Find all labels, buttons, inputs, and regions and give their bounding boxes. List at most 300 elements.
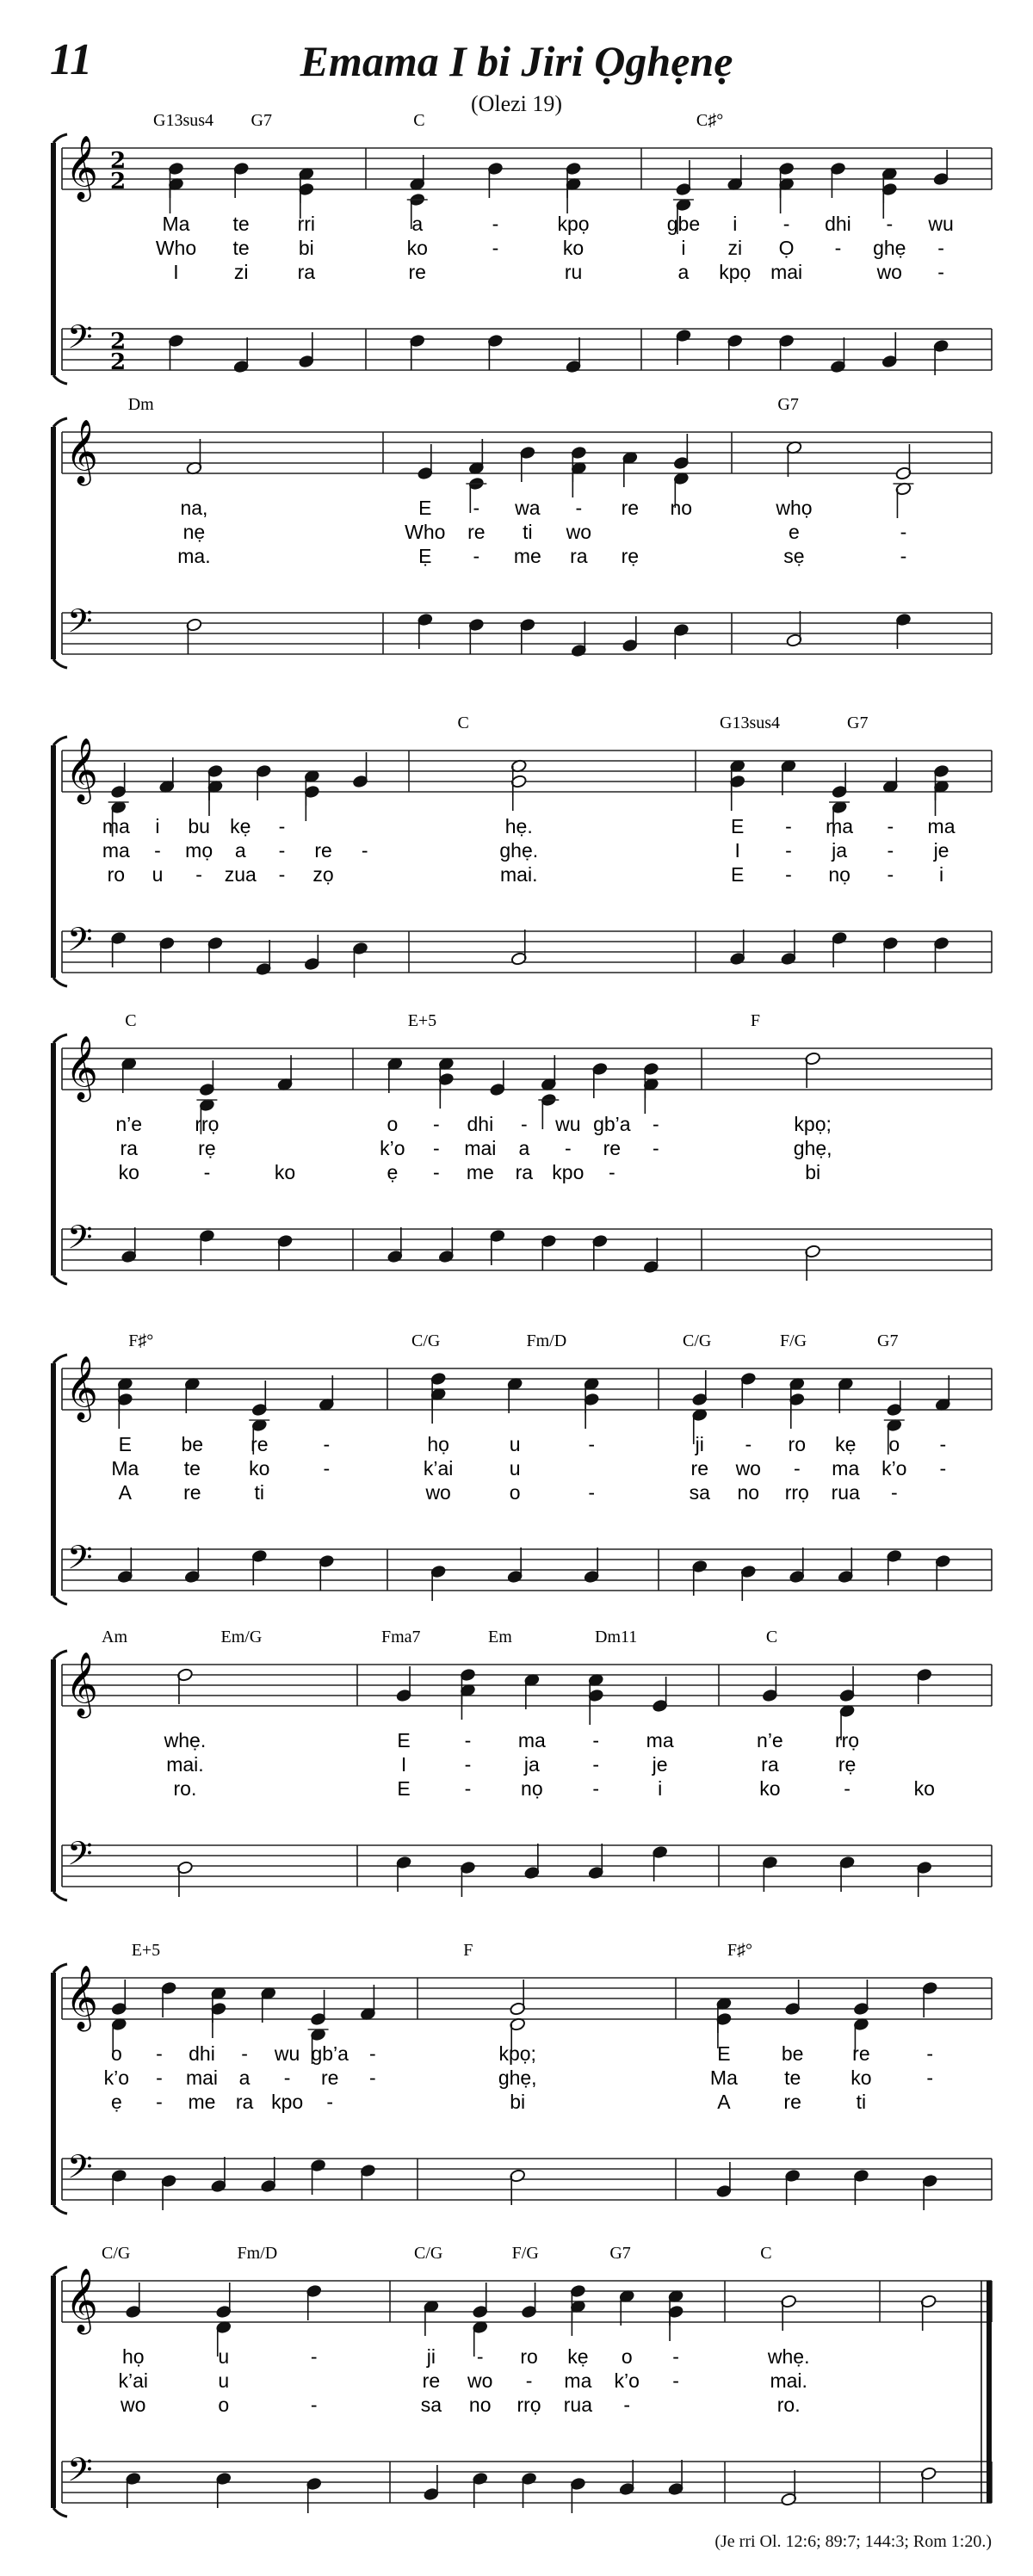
lyric-syllable: - [926,2066,933,2089]
lyric-syllable: - [745,1433,752,1455]
note [430,1565,447,1601]
lyric-syllable: Ma [162,213,190,235]
chord-symbol: Fm/D [526,1331,567,1350]
lyric-syllable: - [473,545,480,567]
note [591,1062,608,1098]
note [487,334,504,370]
lyric-syllable: - [473,497,480,519]
lyric-syllable: - [785,815,792,837]
lyric-syllable: - [464,1777,472,1800]
lyric-syllable: no [737,1481,760,1504]
note [186,439,202,475]
lyric-syllable: - [464,1729,472,1751]
lyric-syllable: no [468,2394,492,2416]
lyric-syllable: nẹ [182,521,206,543]
lyric-syllable: me [188,2091,216,2113]
lyric-syllable: rẹ [621,545,640,567]
hymn-tune: (Olezi 19) [470,91,563,116]
lyric-syllable: o [888,1433,900,1455]
chord-symbol: C [760,2244,772,2263]
note [186,618,202,654]
lyric-syllable: Ẹ [418,545,432,567]
note [935,1554,951,1591]
lyric-syllable: ro. [776,2394,801,2416]
lyric-syllable: E [418,497,432,519]
chord-symbol: F♯° [727,1941,753,1960]
lyric-syllable: bu [188,815,210,837]
lyric-syllable: - [672,2369,679,2392]
bass-clef-icon: 𝄢 [67,920,93,967]
note [199,1060,215,1096]
note [895,444,912,480]
note [409,334,425,370]
lyric-syllable: i [681,237,686,259]
lyric-syllable: ra [235,2091,254,2113]
lyric-syllable: - [433,1137,440,1159]
lyric-syllable: ra [761,1753,779,1776]
bass-staff [62,329,992,370]
lyric-syllable: i [155,815,160,837]
lyric-syllable: te [232,237,250,259]
time-signature-numerator: 2 [110,329,127,355]
lyric-syllable: kpọ [719,261,752,283]
note [566,337,582,374]
lyric-syllable: - [323,1433,331,1455]
chord-symbol: G7 [609,2244,631,2263]
note [306,2477,322,2513]
lyric-syllable: gbe [666,213,701,235]
lyric-syllable: i [938,863,944,886]
lyric-syllable: - [592,1777,600,1800]
lyric-syllable: ko [274,1161,296,1183]
lyric-syllable: ra [570,545,588,567]
lyric-syllable: mọ [185,839,213,862]
lyric-syllable: ma. [177,545,211,567]
note [881,332,898,368]
lyric-syllable: ra [120,1137,138,1159]
lyric-syllable: E [397,1777,411,1800]
note [838,1547,854,1584]
note [521,2283,537,2319]
lyric-syllable: - [588,1481,595,1504]
lyric-syllable: re [467,521,486,543]
time-signature-denominator: 2 [110,169,127,195]
lyric-syllable: E [397,1729,411,1751]
treble-clef-icon: 𝄞 [65,738,98,802]
note [207,780,223,816]
note [233,337,250,374]
lyric-syllable: o [218,2394,230,2416]
lyric-syllable: o [509,1481,521,1504]
note [207,936,223,973]
note [260,1986,276,2023]
lyric-syllable: k’ai [118,2369,149,2392]
lyric-syllable: ko [562,237,585,259]
note [893,482,913,518]
lyric-syllable: nọ [521,1777,543,1800]
treble-clef-icon: 𝄞 [65,420,98,484]
note [360,1985,376,2021]
lyric-syllable: - [310,2394,318,2416]
note [423,2300,439,2336]
lyric-syllable: u [218,2345,230,2368]
note [306,2284,322,2320]
note [805,1245,821,1281]
treble-staff [62,751,992,792]
lyric-syllable: e [789,521,800,543]
lyric-syllable: mai [770,261,803,283]
lyric-syllable: họ [121,2345,145,2368]
note [510,1980,526,2016]
lyric-syllable: họ [427,1433,449,1455]
note [125,2283,141,2319]
chord-symbol: C [765,1628,778,1646]
note [510,930,527,966]
note [780,930,796,966]
lyric-syllable: na, [180,497,208,519]
time-signature-numerator: 2 [110,148,127,174]
note [298,332,314,368]
chord-symbol: F [463,1941,473,1960]
lyric-syllable: bi [805,1161,821,1183]
note [256,764,272,800]
lyric-syllable: ma [102,839,130,862]
note [184,1377,201,1413]
note [387,1057,403,1093]
score-system [53,2244,992,2517]
note [786,441,802,477]
note [729,775,745,811]
treble-staff [62,1978,992,2019]
note [584,1393,600,1429]
score-system [53,395,992,668]
bass-clef-icon: 𝄢 [67,2147,93,2194]
lyric-syllable: whọ [776,497,813,519]
chord-symbol: C/G [683,1331,712,1350]
lyric-syllable: a [518,1137,530,1159]
bass-clef-icon: 𝄢 [67,318,93,364]
lyric-syllable: - [793,1457,801,1480]
note [780,759,796,795]
lyric-syllable: - [464,1753,472,1776]
note [510,775,527,811]
lyric-syllable: ma [927,815,956,837]
chord-symbol: Em [488,1628,512,1646]
lyric-syllable: ko [249,1457,270,1480]
lyric-syllable: - [672,2345,679,2368]
note [805,1052,821,1088]
lyric-syllable: - [476,2345,484,2368]
score-system [53,1628,992,1900]
chord-symbol: G7 [847,713,869,732]
note [210,2157,226,2193]
scripture-reference: (Je rri Ol. 12:6; 89:7; 144:3; Rom 1:20.) [714,2532,992,2551]
lyric-syllable: ro [107,863,126,886]
lyric-syllable: - [623,2394,631,2416]
chord-symbol: C/G [414,2244,443,2263]
lyric-syllable: E [118,1433,132,1455]
note [729,930,745,966]
note [519,446,535,482]
note [675,160,691,196]
lyric-syllable: dhi [825,213,851,235]
lyric-syllable: mai [464,1137,497,1159]
chord-symbol: G7 [777,395,799,414]
treble-clef-icon: 𝄞 [65,136,98,200]
lyric-syllable: re [251,1433,269,1455]
note [184,1547,201,1584]
note [570,2300,586,2336]
lyric-syllable: rua [831,1481,860,1504]
note [838,1377,854,1413]
lyric-syllable: ghẹ. [499,839,539,862]
lyric-syllable: - [834,237,842,259]
lyric-syllable: ti [856,2091,867,2113]
lyric-syllable: - [653,1113,659,1135]
lyric-syllable: ma [832,1457,860,1480]
lyric-syllable: - [588,1433,595,1455]
lyric-syllable: wo [566,521,592,543]
lyric-syllable: A [717,2091,731,2113]
lyric-syllable: - [492,237,499,259]
note [507,1547,523,1584]
lyric-syllable: ja [523,1753,540,1776]
bass-clef-icon: 𝄢 [67,1834,93,1881]
lyric-syllable: ghẹ, [498,2066,537,2089]
lyric-syllable: - [323,1457,331,1480]
lyric-syllable: Who [405,521,446,543]
lyric-syllable: u [152,863,164,886]
chord-symbol: G7 [251,111,272,130]
note [920,2295,937,2331]
lyric-syllable: ko [913,1777,935,1800]
note [622,616,638,652]
lyric-syllable: te [183,1457,201,1480]
lyric-syllable: wa [515,497,541,519]
note [176,1861,193,1897]
lyric-syllable: ro [788,1433,807,1455]
lyric-syllable: sa [689,1481,710,1504]
lyric-syllable: Who [155,237,197,259]
note [622,451,638,487]
lyric-syllable: - [887,863,894,886]
lyric-syllable: wo [735,1457,761,1480]
chord-symbol: Am [102,1628,127,1646]
note [643,1238,659,1274]
lyric-syllable: mai. [166,1753,204,1776]
lyric-syllable: sẹ [783,545,805,567]
note [882,936,899,973]
lyric-syllable: rrọ [784,1481,809,1504]
lyric-syllable: ẹ [110,2091,122,2113]
note [251,1381,268,1417]
note [619,2289,635,2326]
lyric-syllable: - [156,2091,163,2113]
lyric-syllable: whẹ. [767,2345,810,2368]
lyric-syllable: - [887,839,894,862]
note [487,162,504,198]
note [778,334,795,370]
lyric-syllable: re [320,2066,339,2089]
score-system [53,1011,992,1284]
lyric-syllable: ja [832,839,848,862]
note [882,757,899,794]
lyric-syllable: - [433,1161,440,1183]
lyric-syllable: I [173,261,179,283]
lyric-syllable: - [575,497,583,519]
lyric-syllable: wo [467,2369,493,2392]
lyric-syllable: wo [121,2394,146,2416]
chord-symbol: Fm/D [237,2244,278,2263]
lyric-syllable: re [422,2369,441,2392]
lyric-syllable: re [783,2091,801,2113]
lyric-syllable: - [203,1161,211,1183]
lyric-syllable: ma [646,1729,674,1751]
note [727,334,743,370]
chord-symbol: F/G [780,1331,807,1350]
lyric-syllable: ra [515,1161,534,1183]
note [161,2174,177,2210]
note [591,1234,608,1270]
lyric-syllable: - [368,2066,376,2089]
lyric-syllable: mai. [500,863,538,886]
note [839,1666,856,1702]
lyric-syllable: - [592,1729,600,1751]
lyric-syllable: - [886,213,894,235]
note [423,2465,439,2501]
lyric-syllable: - [844,1777,851,1800]
lyric-syllable: - [156,2066,163,2089]
note [830,162,846,198]
note [523,1673,540,1709]
lyric-syllable: - [278,815,286,837]
lyric-syllable: ẹ [387,1161,399,1183]
lyric-syllable: - [283,2066,291,2089]
lyric-syllable: - [900,545,907,567]
note [784,1980,801,2016]
treble-clef-icon: 𝄞 [65,1652,98,1716]
note [215,2283,232,2319]
lyric-syllable: kpọ [557,213,590,235]
chord-symbol: G7 [877,1331,899,1350]
lyric-syllable: rrọ [195,1113,220,1135]
note [117,1393,133,1429]
lyric-syllable: ghẹ, [793,1137,832,1159]
note [121,1057,137,1093]
lyric-syllable: k’o [103,2066,130,2089]
note [438,1227,455,1263]
note [430,1387,447,1424]
note [110,763,127,799]
note [176,1668,193,1704]
note [584,1547,600,1584]
lyric-syllable: ko [406,237,428,259]
lyric-syllable: - [926,2042,933,2065]
chord-symbol: F♯° [128,1331,154,1350]
lyric-syllable: bi [510,2091,526,2113]
note [673,434,690,470]
lyric-syllable: Ọ [778,237,795,259]
note [933,936,949,973]
treble-clef-icon: 𝄞 [65,2269,98,2332]
lyric-syllable: u [509,1457,521,1480]
lyric-syllable: zua [224,863,257,886]
lyric-syllable: n’e [115,1113,143,1135]
chord-symbol: C♯° [696,111,724,130]
chord-symbol: C [457,713,469,732]
lyric-syllable: ti [523,521,533,543]
score-system [53,1331,992,1604]
chord-symbol: F/G [511,2244,539,2263]
lyric-syllable: me [466,1161,494,1183]
lyric-syllable: te [232,213,250,235]
note [933,150,949,186]
lyric-syllable: ghẹ [873,237,906,259]
lyric-syllable: bi [298,237,314,259]
chord-symbol: Em/G [220,1628,263,1646]
lyric-syllable: rẹ [838,1753,857,1776]
lyric-syllable: mai. [770,2369,807,2392]
lyric-syllable: re [183,1481,201,1504]
note [789,1547,805,1584]
lyric-syllable: ma [826,815,854,837]
note [781,2470,797,2506]
note [319,1375,335,1412]
time-signature-denominator: 2 [110,349,127,375]
treble-staff [62,148,992,189]
note [922,1981,938,2017]
lyric-syllable: whẹ. [164,1729,207,1751]
note [762,1666,778,1702]
lyric-syllable: - [278,839,286,862]
bass-clef-icon: 𝄢 [67,602,93,648]
lyric-syllable: a [411,213,424,235]
lyric-syllable: ko [759,1777,781,1800]
note [523,1844,540,1880]
lyric-syllable: k’o [881,1457,907,1480]
chord-symbol: E+5 [131,1941,161,1960]
note [158,936,175,973]
note [786,611,802,647]
note [541,1234,557,1270]
note [468,618,485,654]
lyric-syllable: re [603,1137,622,1159]
note [832,763,848,799]
lyric-syllable: wu [928,213,954,235]
lyric-syllable: kẹ [835,1433,857,1455]
lyric-syllable: nọ [828,863,851,886]
note [830,337,846,374]
lyric-syllable: - [368,2042,376,2065]
treble-staff [62,1368,992,1410]
lyric-syllable: be [781,2042,804,2065]
hymn-title: Emama I bi Jiri Ọghẹnẹ [300,37,733,85]
lyric-syllable: ro. [173,1777,197,1800]
lyric-syllable: Ma [111,1457,139,1480]
treble-clef-icon: 𝄞 [65,1036,98,1100]
lyric-syllable: i [658,1777,663,1800]
lyric-syllable: be [181,1433,204,1455]
lyric-syllable: - [937,261,944,283]
note [256,940,272,976]
lyric-syllable: re [314,839,332,862]
lyric-syllable: - [592,1753,600,1776]
lyric-syllable: - [565,1137,572,1159]
lyric-syllable: me [513,545,541,567]
lyric-syllable: ma [102,815,130,837]
lyric-syllable: mai [185,2066,219,2089]
lyric-syllable: rrọ [834,1729,860,1751]
